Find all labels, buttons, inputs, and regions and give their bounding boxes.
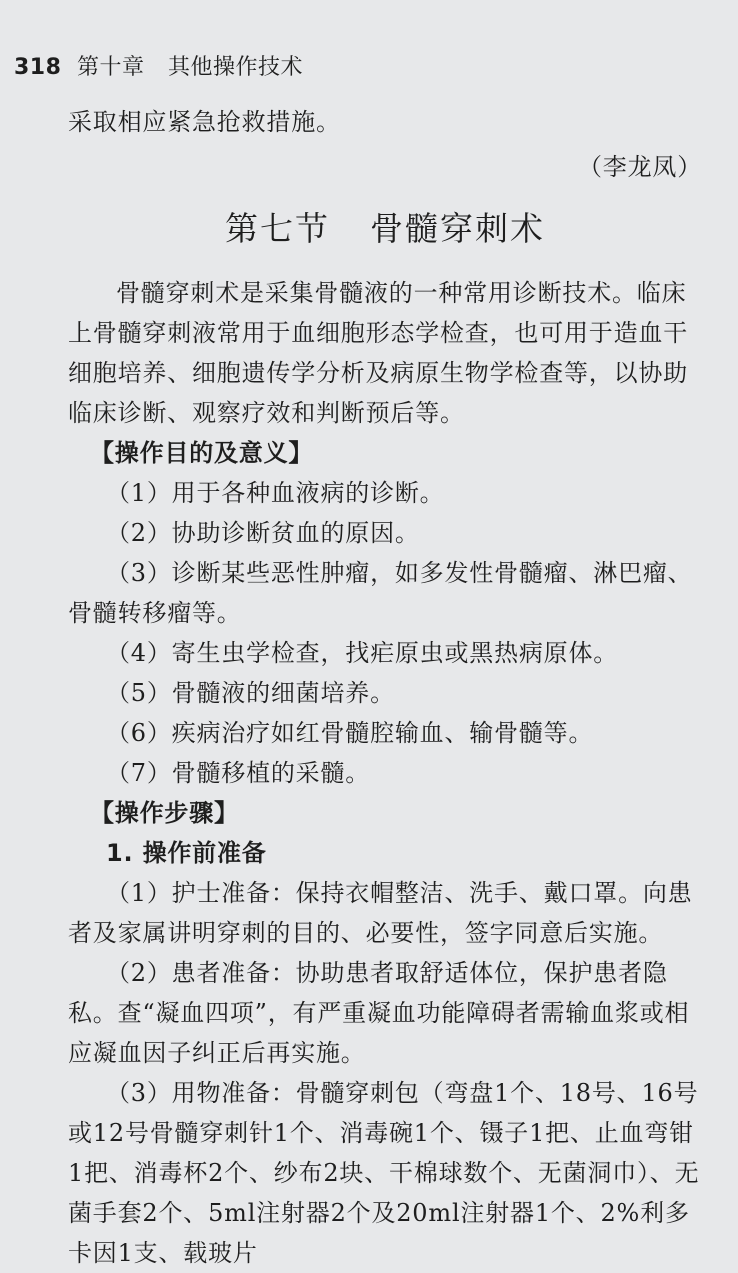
purpose-item: （7）骨髓移植的采髓。 bbox=[106, 759, 371, 787]
overview-paragraph: 骨髓穿刺术是采集骨髓液的一种常用诊断技术。临床上骨髓穿刺液常用于血细胞形态学检查，也可用于造血干细胞培养、细胞遗传学分析及病原生物学检查等，以协助临床诊断、观察疗效和判断预后等。 bbox=[68, 279, 688, 427]
chapter-label: 第十章 bbox=[76, 55, 145, 80]
chapter-title: 其他操作技术 bbox=[167, 55, 303, 80]
step-item: （2）患者准备：协助患者取舒适体位，保护患者隐私。查“凝血四项”，有严重凝血功能障碍者需输血浆或相应凝血因子纠正后再实施。 bbox=[68, 959, 690, 1067]
section-name: 骨髓穿刺术 bbox=[370, 209, 545, 248]
page-number: 318 bbox=[14, 55, 62, 80]
purpose-item: （5）骨髓液的细菌培养。 bbox=[106, 679, 395, 707]
purpose-item: （1）用于各种血液病的诊断。 bbox=[106, 479, 445, 507]
purpose-item: （2）协助诊断贫血的原因。 bbox=[106, 519, 420, 547]
steps-subheading: 1. 操作前准备 bbox=[106, 839, 267, 867]
steps-heading: 【操作步骤】 bbox=[90, 799, 239, 827]
purpose-heading: 【操作目的及意义】 bbox=[90, 439, 314, 467]
section-title bbox=[68, 209, 702, 249]
purpose-item: （4）寄生虫学检查，找疟原虫或黑热病原体。 bbox=[106, 639, 619, 667]
author-credit: （李龙凤） bbox=[578, 153, 702, 181]
purpose-item: （3）诊断某些恶性肿瘤，如多发性骨髓瘤、淋巴瘤、骨髓转移瘤等。 bbox=[68, 559, 693, 627]
section-number: 第七节 bbox=[225, 209, 330, 248]
purpose-item: （6）疾病治疗如红骨髓腔输血、输骨髓等。 bbox=[106, 719, 594, 747]
intro-line: 采取相应紧急抢救措施。 bbox=[68, 108, 341, 136]
page-body bbox=[68, 102, 702, 1273]
step-item: （1）护士准备：保持衣帽整洁、洗手、戴口罩。向患者及家属讲明穿刺的目的、必要性，签字同意后实施。 bbox=[68, 879, 693, 947]
running-header bbox=[14, 50, 303, 81]
step-item: （3）用物准备：骨髓穿刺包（弯盘1个、18号、16号或12号骨髓穿刺针1个、消毒碗1个、镊子1把、止血弯钳1把、消毒杯2个、纱布2块、干棉球数个、无菌洞巾）、无菌手套2个、5ml注射器2个及20ml注射器1个、2%利多卡因1支、载玻片 bbox=[68, 1079, 700, 1267]
